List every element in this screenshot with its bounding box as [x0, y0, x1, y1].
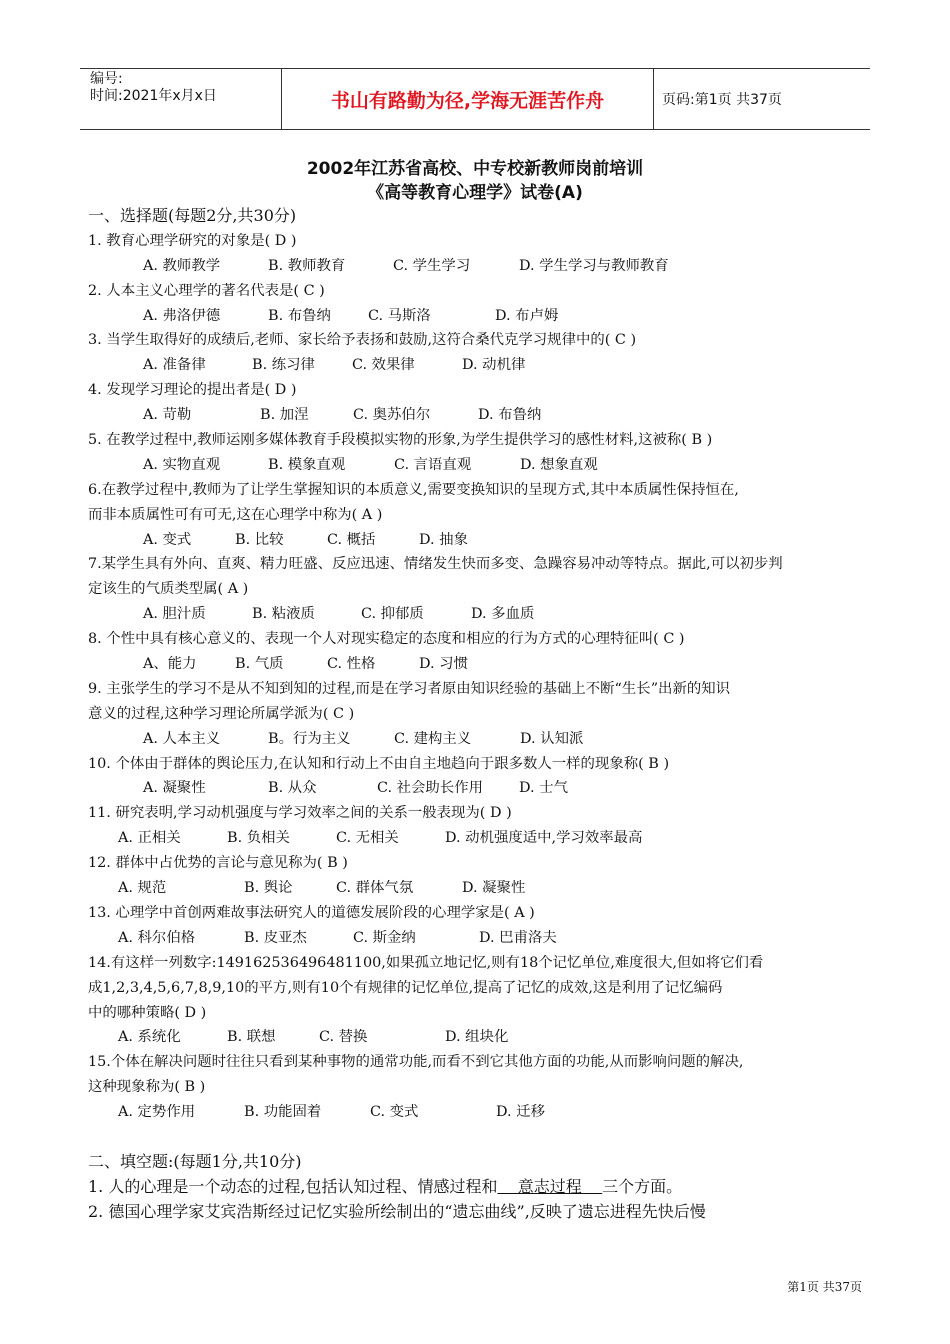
options: [88, 304, 873, 329]
header-meta: [80, 69, 282, 129]
options: [88, 826, 873, 851]
option: A. 正相关: [118, 830, 181, 847]
option: D. 想象直观: [520, 456, 598, 473]
option: B. 皮亚杰: [244, 929, 307, 946]
question: 14.有这样一列数字:149162536496481100,如果孤立地记忆,则有18个记忆单位,难度很大,但如将它们看: [88, 954, 764, 971]
option: C. 变式: [370, 1104, 419, 1121]
question: 2. 人本主义心理学的著名代表是( C ): [88, 282, 325, 299]
option: C. 建构主义: [394, 730, 472, 747]
option: D. 巴甫洛夫: [479, 929, 557, 946]
option: A. 弗洛伊德: [143, 307, 221, 324]
options: [88, 876, 873, 901]
option: C. 言语直观: [394, 456, 472, 473]
option: B. 教师教育: [268, 257, 346, 274]
options: [88, 254, 873, 279]
fill-text: 三个方面。: [602, 1176, 683, 1196]
options: [88, 727, 873, 752]
question: 10. 个体由于群体的舆论压力,在认知和行动上不由自主地趋向于跟多数人一样的现象称( B ): [88, 755, 670, 772]
option: B. 粘液质: [252, 606, 315, 623]
option: A. 系统化: [118, 1029, 181, 1046]
fill-question: [88, 1175, 873, 1200]
option: A. 变式: [143, 531, 192, 548]
question: 12. 群体中占优势的言论与意见称为( B ): [88, 855, 348, 872]
question: 11. 研究表明,学习动机强度与学习效率之间的关系一般表现为( D ): [88, 805, 512, 822]
page-footer: 第1页 共37页: [787, 1280, 862, 1294]
option: C. 性格: [327, 656, 376, 673]
option: B. 布鲁纳: [268, 307, 331, 324]
document-body: [88, 204, 873, 1225]
option: B. 负相关: [227, 830, 290, 847]
option: D. 布鲁纳: [478, 407, 542, 424]
question: 9. 主张学生的学习不是从不知到知的过程,而是在学习者原由知识经验的基础上不断“生长”出新的知识: [88, 680, 731, 697]
question-cont: 而非本质属性可有可无,这在心理学中称为( A ): [88, 506, 383, 523]
options: [88, 652, 873, 677]
question: 6.在教学过程中,教师为了让学生掌握知识的本质意义,需要变换知识的呈现方式,其中本质属性保持恒在,: [88, 481, 739, 498]
option: C. 奥苏伯尔: [353, 407, 431, 424]
question: 8. 个性中具有核心意义的、表现一个人对现实稳定的态度和相应的行为方式的心理特征叫( C ): [88, 631, 685, 648]
option: D. 习惯: [419, 656, 468, 673]
fill-answer: 意志过程: [497, 1176, 603, 1196]
options: [88, 528, 873, 553]
option: A. 准备律: [143, 357, 206, 374]
options: [88, 403, 873, 428]
option: A. 人本主义: [143, 730, 221, 747]
option: D. 抽象: [419, 531, 468, 548]
option: B。行为主义: [268, 730, 351, 747]
option: C. 社会助长作用: [377, 780, 483, 797]
option: C. 抑郁质: [361, 606, 424, 623]
section-heading: 一、选择题(每题2分,共30分): [88, 206, 297, 225]
option: C. 学生学习: [393, 257, 471, 274]
option: B. 联想: [227, 1029, 276, 1046]
option: B. 练习律: [252, 357, 315, 374]
question: 13. 心理学中首创两难故事法研究人的道德发展阶段的心理学家是( A ): [88, 904, 535, 921]
question-cont: 定该生的气质类型属( A ): [88, 581, 249, 598]
question-cont: 这种现象称为( B ): [88, 1079, 206, 1096]
option: B. 比较: [235, 531, 284, 548]
option: C. 斯金纳: [353, 929, 416, 946]
time-label: 时间:2021年x月x日: [90, 88, 217, 104]
option: D. 迁移: [496, 1104, 545, 1121]
option: D. 布卢姆: [495, 307, 559, 324]
spacer: [88, 1125, 873, 1150]
options: [88, 776, 873, 801]
option: A. 凝聚性: [143, 780, 206, 797]
option: B. 从众: [268, 780, 317, 797]
option: B. 模象直观: [268, 456, 346, 473]
option: D. 组块化: [445, 1029, 509, 1046]
section-heading: 二、填空题:(每题1分,共10分): [88, 1151, 302, 1171]
option: A. 定势作用: [118, 1104, 196, 1121]
option: D. 动机律: [462, 357, 526, 374]
header-page-info: 页码:第1页 共37页: [662, 92, 782, 108]
option: D. 认知派: [520, 730, 584, 747]
option: A. 规范: [118, 880, 167, 897]
option: D. 多血质: [471, 606, 535, 623]
doc-title-line1: 2002年江苏省高校、中专校新教师岗前培训: [306, 159, 644, 179]
option: B. 舆论: [244, 880, 293, 897]
question: 1. 教育心理学研究的对象是( D ): [88, 232, 297, 249]
option: C. 马斯洛: [368, 307, 431, 324]
option: D. 凝聚性: [462, 880, 526, 897]
option: D. 学生学习与教师教育: [519, 257, 669, 274]
option: D. 士气: [519, 780, 568, 797]
options: [88, 1025, 873, 1050]
question: 15.个体在解决问题时往往只看到某种事物的通常功能,而看不到它其他方面的功能,从而影响问题的解决,: [88, 1054, 744, 1071]
question: 7.某学生具有外向、直爽、精力旺盛、反应迅速、情绪发生快而多变、急躁容易冲动等特点。据此,可以初步判: [88, 556, 783, 573]
options: [88, 602, 873, 627]
option: D. 动机强度适中,学习效率最高: [445, 830, 643, 847]
option: C. 无相关: [336, 830, 399, 847]
options: [88, 1100, 873, 1125]
question: 5. 在教学过程中,教师运刚多媒体教育手段模拟实物的形象,为学生提供学习的感性材料,这被称( B ): [88, 432, 713, 449]
options: [88, 926, 873, 951]
question-cont: 成1,2,3,4,5,6,7,8,9,10的平方,则有10个有规律的记忆单位,提高了记忆的成效,这是利用了记忆编码: [88, 979, 723, 996]
fill-question: 2. 德国心理学家艾宾浩斯经过记忆实验所绘制出的“遗忘曲线”,反映了遗忘进程先快后慢: [88, 1201, 706, 1221]
question: 3. 当学生取得好的成绩后,老师、家长给予表扬和鼓励,这符合桑代克学习规律中的( C ): [88, 332, 637, 349]
question-cont: 意义的过程,这种学习理论所属学派为( C ): [88, 705, 355, 722]
option: A. 实物直观: [143, 456, 221, 473]
option: B. 功能固着: [244, 1104, 322, 1121]
option: C. 概括: [327, 531, 376, 548]
option: B. 加涅: [260, 407, 309, 424]
option: C. 效果律: [352, 357, 415, 374]
doc-title-line2: 《高等教育心理学》试卷(A): [367, 183, 583, 203]
option: A. 教师教学: [143, 257, 221, 274]
option: B. 气质: [235, 656, 284, 673]
code-label: 编号:: [90, 71, 123, 87]
page-header: [80, 68, 870, 130]
option: A、能力: [143, 656, 197, 673]
option: A. 苛勒: [143, 407, 192, 424]
options: [88, 353, 873, 378]
question: 4. 发现学习理论的提出者是( D ): [88, 382, 297, 399]
option: A. 科尔伯格: [118, 929, 196, 946]
options: [88, 453, 873, 478]
fill-text: 1. 人的心理是一个动态的过程,包括认知过程、情感过程和: [88, 1176, 498, 1196]
header-motto: 书山有路勤为径,学海无涯苦作舟: [282, 69, 654, 129]
question-cont: 中的哪种策略( D ): [88, 1004, 207, 1021]
option: C. 替换: [319, 1029, 368, 1046]
option: A. 胆汁质: [143, 606, 206, 623]
option: C. 群体气氛: [336, 880, 414, 897]
